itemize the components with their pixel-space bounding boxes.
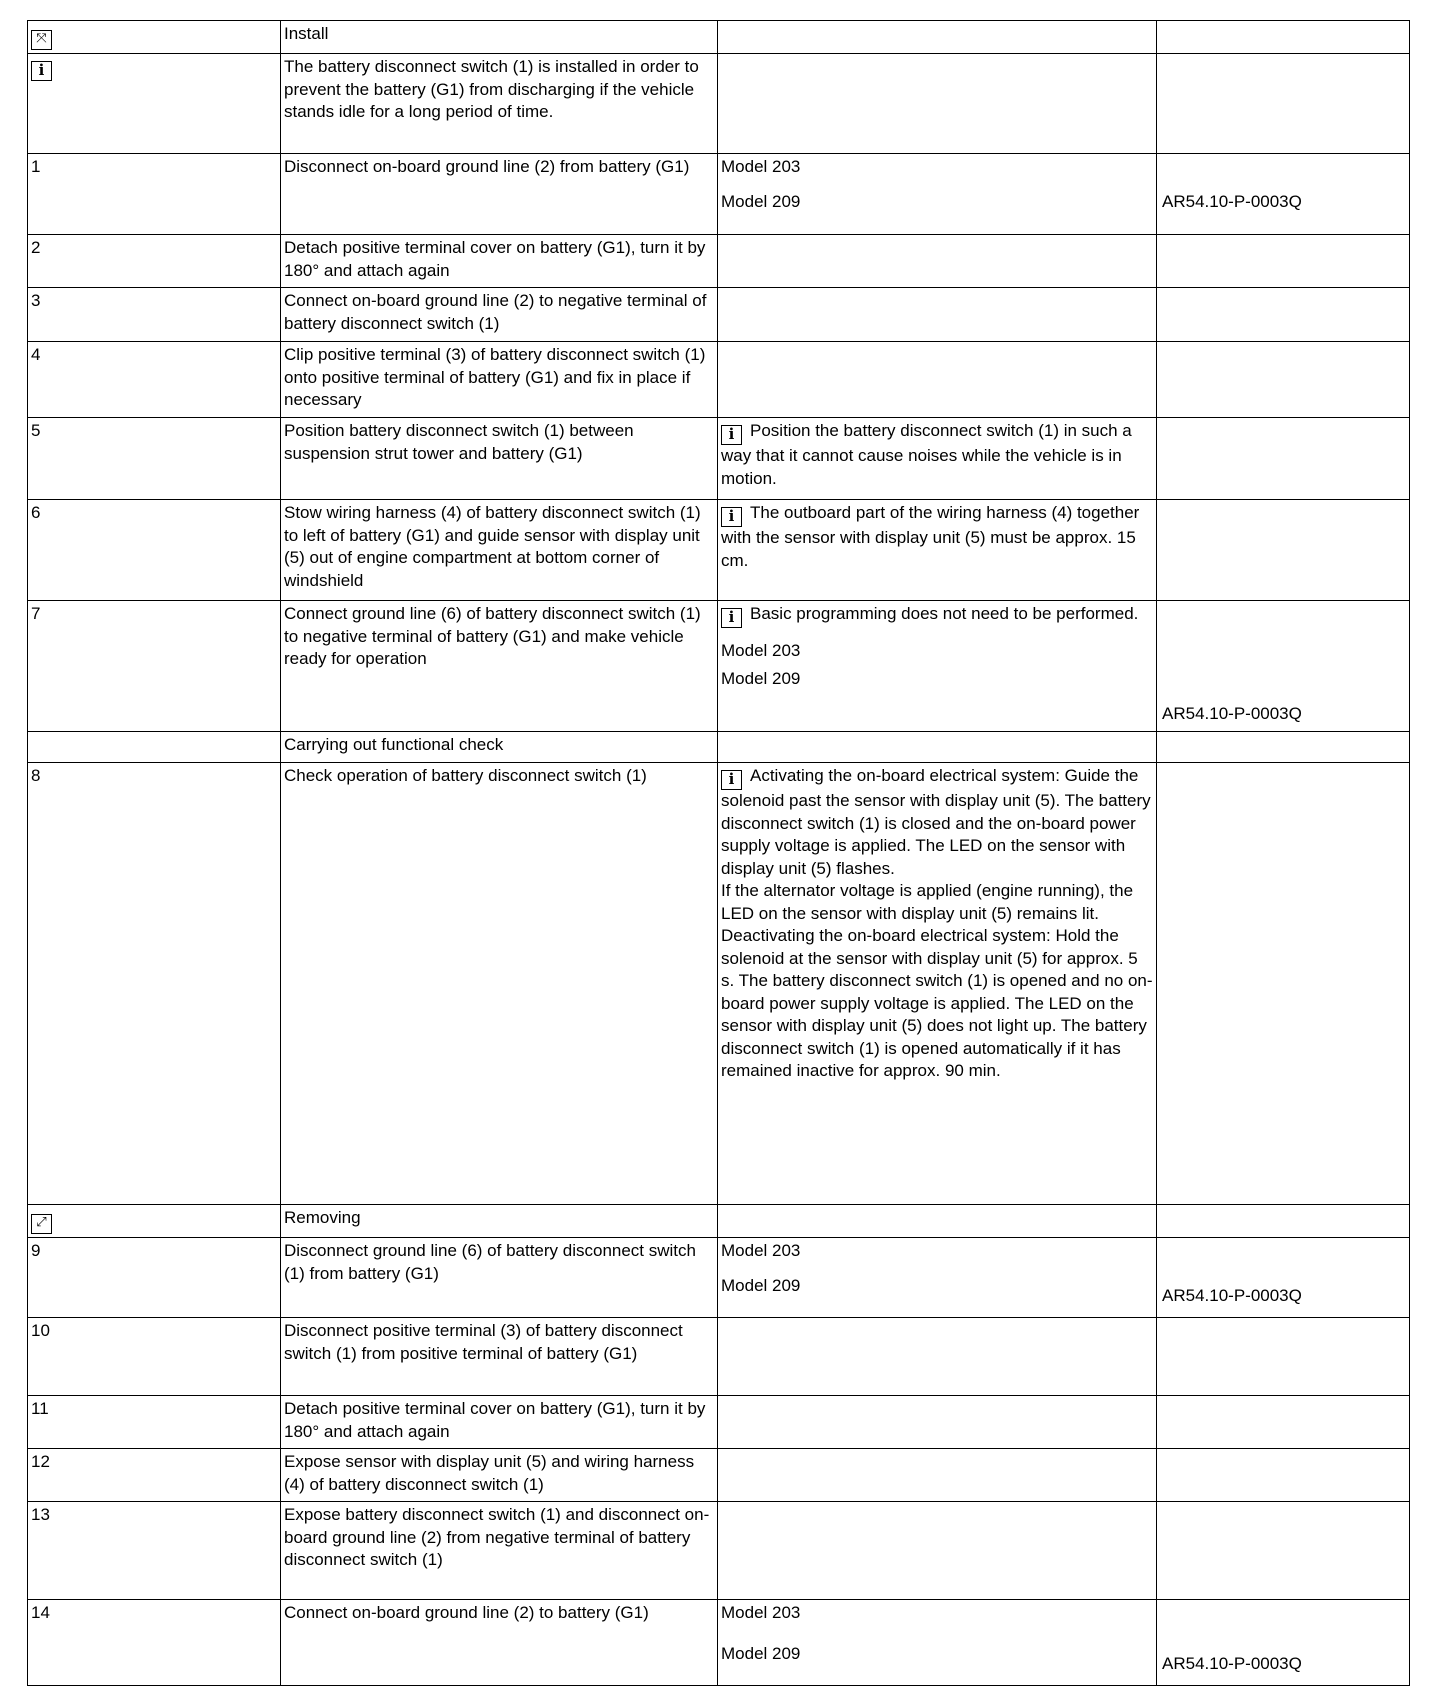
step-text: Disconnect ground line (6) of battery disconnect switch (1) from battery (G1): [281, 1238, 718, 1318]
step-text: Detach positive terminal cover on battery (G1), turn it by 180° and attach again: [281, 1396, 718, 1449]
table-row: [28, 1318, 1410, 1396]
step-note: If the alternator voltage is applied (engine running), the LED on the sensor with display unit (5) remains lit.: [721, 881, 1134, 923]
notes-cell: [718, 1396, 1157, 1449]
table-row: [28, 54, 1410, 154]
procedure-sheet: [27, 20, 1409, 1686]
table-row: [28, 21, 1410, 54]
step-note: Basic programming does not need to be performed.: [750, 604, 1139, 623]
step-text: Disconnect on-board ground line (2) from battery (G1): [281, 154, 718, 235]
notes-cell: [718, 1205, 1157, 1238]
ref-cell: [1157, 732, 1410, 763]
step-number: 4: [28, 342, 281, 418]
model-label: Model 203: [721, 1603, 801, 1622]
section-title: Install: [281, 21, 718, 54]
step-text: The battery disconnect switch (1) is installed in order to prevent the battery (G1) from discharging if the vehicle stands idle for a long period of time.: [281, 54, 718, 154]
table-row: [28, 342, 1410, 418]
table-row: [28, 601, 1410, 732]
notes-cell: [718, 1449, 1157, 1502]
section-title: Removing: [281, 1205, 718, 1238]
step-text: Check operation of battery disconnect switch (1): [281, 763, 718, 1205]
ref-cell: [1157, 1238, 1410, 1318]
step-number: 9: [28, 1238, 281, 1318]
model-label: Model 203: [721, 1241, 801, 1260]
ref-cell: [1157, 763, 1410, 1205]
model-label: Model 209: [721, 1643, 801, 1663]
table-row: [28, 1396, 1410, 1449]
step-text: Position battery disconnect switch (1) between suspension strut tower and battery (G1): [281, 418, 718, 500]
notes-cell: [718, 1238, 1157, 1318]
install-icon: ⤧: [31, 30, 52, 50]
notes-cell: [718, 1318, 1157, 1396]
notes-cell: [718, 288, 1157, 342]
step-note: The outboard part of the wiring harness (4) together with the sensor with display unit (5) must be approx. 15 cm.: [721, 503, 1140, 570]
step-text: Expose battery disconnect switch (1) and disconnect on-board ground line (2) from negative terminal of battery disconnect switch (1): [281, 1502, 718, 1600]
table-row: [28, 1600, 1410, 1686]
model-label: Model 209: [721, 1275, 801, 1295]
ref-cell: [1157, 418, 1410, 500]
step-text: Disconnect positive terminal (3) of battery disconnect switch (1) from positive terminal of battery (G1): [281, 1318, 718, 1396]
step-number: 6: [28, 500, 281, 601]
step-number: 3: [28, 288, 281, 342]
step-cell: [28, 732, 281, 763]
remove-icon: ⤢: [31, 1214, 52, 1234]
procedure-table: [27, 20, 1410, 1686]
step-note: Position the battery disconnect switch (1) in such a way that it cannot cause noises while the vehicle is in motion.: [721, 421, 1132, 488]
notes-cell: [718, 601, 1157, 732]
step-number: 2: [28, 235, 281, 288]
notes-cell: [718, 21, 1157, 54]
ref-cell: [1157, 288, 1410, 342]
step-number: 14: [28, 1600, 281, 1686]
step-cell: [28, 21, 281, 54]
ref-cell: [1157, 1396, 1410, 1449]
step-number: 8: [28, 763, 281, 1205]
ref-cell: [1157, 1502, 1410, 1600]
model-label: Model 203: [721, 157, 801, 176]
ref-cell: [1157, 1449, 1410, 1502]
step-text: Connect on-board ground line (2) to battery (G1): [281, 1600, 718, 1686]
step-number: 1: [28, 154, 281, 235]
step-cell: [28, 54, 281, 154]
ref-cell: [1157, 500, 1410, 601]
table-row: [28, 1238, 1410, 1318]
ref-cell: [1157, 54, 1410, 154]
step-text: Stow wiring harness (4) of battery disconnect switch (1) to left of battery (G1) and guide sensor with display unit (5) out of engine compartment at bottom corner of windshield: [281, 500, 718, 601]
notes-cell: [718, 418, 1157, 500]
info-icon: i: [721, 425, 742, 445]
step-text: Detach positive terminal cover on battery (G1), turn it by 180° and attach again: [281, 235, 718, 288]
ref-cell: [1157, 1600, 1410, 1686]
notes-cell: [718, 500, 1157, 601]
step-number: 11: [28, 1396, 281, 1449]
step-cell: [28, 1205, 281, 1238]
step-note: Deactivating the on-board electrical system: Hold the solenoid at the sensor with display unit (5) for approx. 5 s. The battery disconnect switch (1) is opened and no on-board power supply voltage is applied. The LED on the sensor with display unit (5) does not light up. The battery disconnect switch (1) is opened automatically if it has remained inactive for approx. 90 min.: [721, 926, 1153, 1080]
step-text: Connect on-board ground line (2) to negative terminal of battery disconnect switch (1): [281, 288, 718, 342]
table-row: [28, 763, 1410, 1205]
table-row: [28, 500, 1410, 601]
table-row: [28, 235, 1410, 288]
notes-cell: [718, 235, 1157, 288]
notes-cell: [718, 1600, 1157, 1686]
step-number: 12: [28, 1449, 281, 1502]
info-icon: i: [721, 507, 742, 527]
step-number: 13: [28, 1502, 281, 1600]
notes-cell: [718, 342, 1157, 418]
ref-cell: [1157, 21, 1410, 54]
ref-cell: [1157, 235, 1410, 288]
step-number: 7: [28, 601, 281, 732]
table-row: [28, 418, 1410, 500]
table-row: [28, 1502, 1410, 1600]
reference-link[interactable]: AR54.10-P-0003Q: [1162, 1285, 1302, 1305]
step-number: 5: [28, 418, 281, 500]
reference-link[interactable]: AR54.10-P-0003Q: [1162, 1653, 1302, 1673]
model-label: Model 203: [721, 641, 801, 660]
notes-cell: [718, 732, 1157, 763]
model-label: Model 209: [721, 191, 801, 211]
table-row: [28, 154, 1410, 235]
notes-cell: [718, 54, 1157, 154]
model-label: Model 209: [721, 668, 801, 688]
step-text: Connect ground line (6) of battery disconnect switch (1) to negative terminal of battery (G1) and make vehicle ready for operation: [281, 601, 718, 732]
step-number: 10: [28, 1318, 281, 1396]
step-text: Expose sensor with display unit (5) and wiring harness (4) of battery disconnect switch (1): [281, 1449, 718, 1502]
info-icon: i: [721, 608, 742, 628]
ref-cell: [1157, 1318, 1410, 1396]
info-icon: i: [721, 770, 742, 790]
info-icon: i: [31, 61, 52, 81]
notes-cell: [718, 154, 1157, 235]
ref-cell: [1157, 154, 1410, 235]
reference-link[interactable]: AR54.10-P-0003Q: [1162, 703, 1302, 723]
ref-cell: [1157, 601, 1410, 732]
ref-cell: [1157, 342, 1410, 418]
table-row: [28, 1205, 1410, 1238]
step-note: Activating the on-board electrical system: Guide the solenoid past the sensor with display unit (5). The battery disconnect switch (1) is closed and the on-board power supply voltage is applied. The LED on the sensor with display unit (5) flashes.: [721, 766, 1151, 878]
table-row: [28, 288, 1410, 342]
table-row: [28, 732, 1410, 763]
ref-cell: [1157, 1205, 1410, 1238]
table-row: [28, 1449, 1410, 1502]
notes-cell: [718, 763, 1157, 1205]
notes-cell: [718, 1502, 1157, 1600]
subsection-title: Carrying out functional check: [281, 732, 718, 763]
reference-link[interactable]: AR54.10-P-0003Q: [1162, 191, 1302, 211]
step-text: Clip positive terminal (3) of battery disconnect switch (1) onto positive terminal of battery (G1) and fix in place if necessary: [281, 342, 718, 418]
